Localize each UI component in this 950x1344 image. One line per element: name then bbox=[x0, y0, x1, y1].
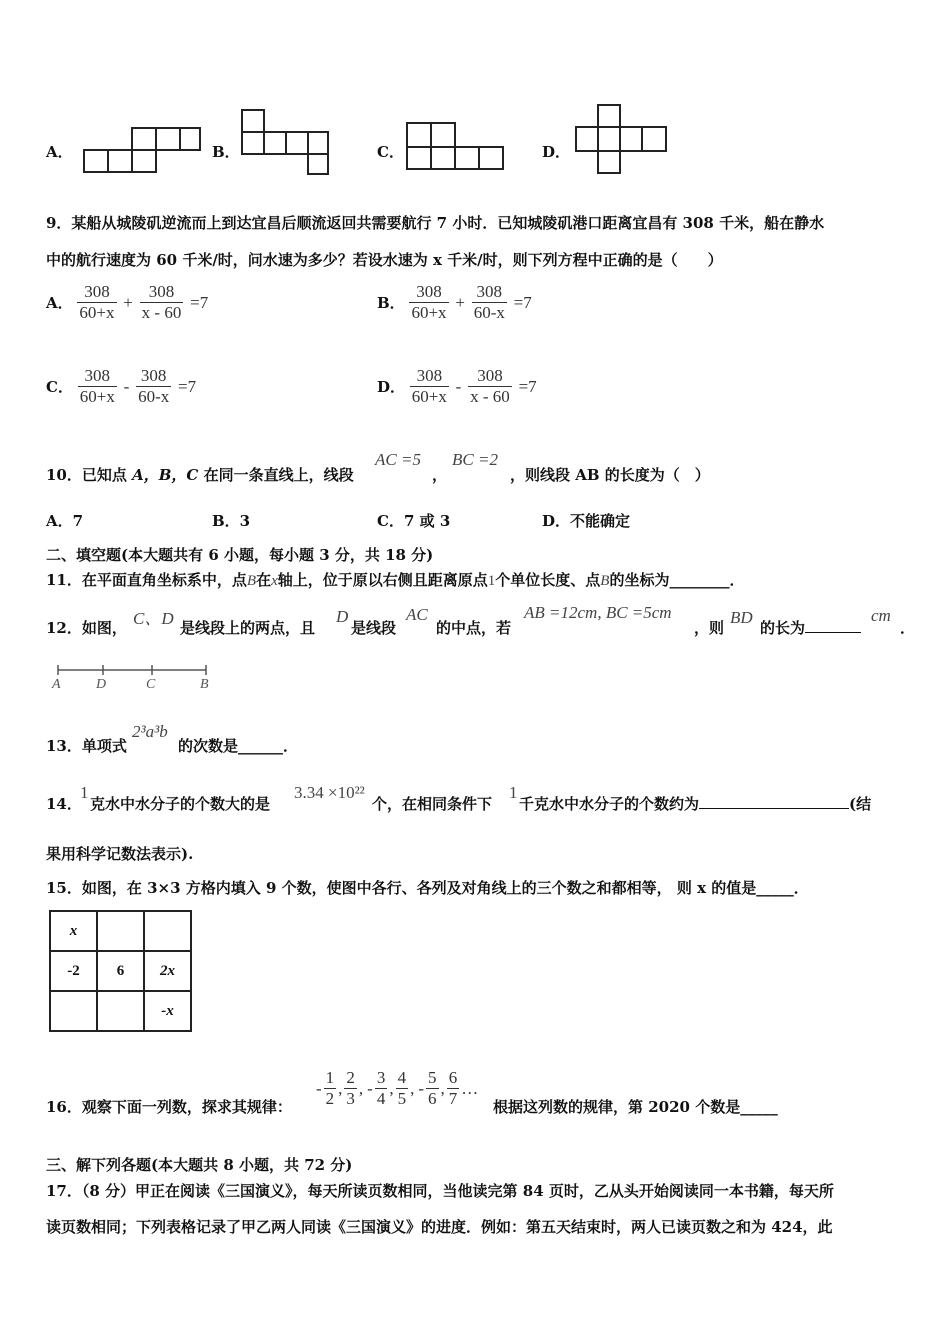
q9-d-frac1 bbox=[410, 366, 449, 407]
q8-net-d-figure bbox=[572, 102, 672, 178]
q16-den: 5 bbox=[397, 1089, 407, 1108]
q12-ac: AC bbox=[406, 605, 428, 624]
q16-p2: 根据这列数的规律，第 2020 个数是_____ bbox=[493, 1098, 778, 1116]
q16-den: 3 bbox=[346, 1089, 355, 1108]
q12-unit: cm bbox=[871, 606, 891, 625]
q8-net-a-figure bbox=[82, 124, 202, 174]
q8-net-b-figure bbox=[240, 106, 332, 176]
q12-segment-figure bbox=[50, 662, 215, 692]
q9-b-frac2 bbox=[472, 282, 507, 323]
q12-p5: ，则 bbox=[694, 619, 725, 637]
q12-p6-text: 的长为 bbox=[760, 619, 806, 637]
q8-net-c-figure bbox=[405, 120, 505, 172]
q15-cell[interactable]: -2 bbox=[50, 951, 97, 991]
q9-stem-line2: 中的航行速度为 60 千米/时，问水速为多少？若设水速为 x 千米/时，则下列方程中正确的是（ ） bbox=[46, 251, 723, 269]
q12-bd: BD bbox=[730, 608, 753, 627]
section-3-heading: 三、解下列各题(本大题共 8 小题，共 72 分) bbox=[46, 1156, 353, 1174]
q16-fraction bbox=[426, 1068, 439, 1109]
q12-p2: 是线段上的两点，且 bbox=[180, 619, 316, 637]
q9-c-den2: 60-x bbox=[138, 387, 170, 406]
q16-sign: - bbox=[367, 1078, 373, 1098]
q16-sign: - bbox=[316, 1078, 322, 1098]
q9-a-num1: 308 bbox=[84, 282, 110, 301]
q9-b-op: + bbox=[455, 292, 465, 312]
q11-point-b2: B bbox=[600, 573, 610, 589]
q9-b-frac1 bbox=[409, 282, 448, 323]
q9-d-num2: 308 bbox=[477, 366, 503, 385]
q14-answer-blank[interactable] bbox=[699, 794, 849, 809]
q12-cd: C、D bbox=[133, 609, 174, 628]
q16-num: 1 bbox=[325, 1068, 335, 1087]
q11-one: 1 bbox=[487, 573, 496, 589]
q12-fig-label-a: A bbox=[52, 677, 61, 692]
q16-num: 3 bbox=[376, 1068, 386, 1087]
q8-option-c-label[interactable]: C． bbox=[377, 143, 404, 161]
q9-option-c[interactable] bbox=[46, 366, 198, 407]
q9-b-den2: 60-x bbox=[473, 303, 505, 322]
q15-cell[interactable]: -x bbox=[144, 991, 191, 1031]
q11-stem bbox=[46, 569, 744, 590]
q9-stem-line1: 9．某船从城陵矶逆流而上到达宜昌后顺流返回共需要航行 7 小时．已知城陵矶港口距离宜昌有 308 千米，船在静水 bbox=[46, 214, 825, 232]
q9-b-den1: 60+x bbox=[411, 303, 447, 322]
q9-d-op: - bbox=[455, 376, 462, 396]
q14-p3: 个，在相同条件下 bbox=[372, 795, 493, 813]
q12-p6 bbox=[760, 617, 861, 638]
q12-condition: AB =12cm, BC =5cm bbox=[524, 603, 672, 622]
q11-point-b1: B bbox=[246, 573, 257, 589]
q11-p1: 11．在平面直角坐标系中，点 bbox=[46, 571, 247, 589]
q16-num: 2 bbox=[346, 1068, 355, 1087]
q9-c-num2: 308 bbox=[140, 366, 167, 385]
q11-p3: 轴上，位于原以右侧且距离原点 bbox=[277, 571, 488, 589]
q10-option-d[interactable]: D．不能确定 bbox=[542, 512, 631, 530]
q11-axis-x: x bbox=[271, 573, 278, 589]
q9-a-den2: x - 60 bbox=[141, 303, 182, 322]
q15-cell[interactable]: x bbox=[50, 911, 97, 951]
q9-option-a-label: A． bbox=[46, 294, 73, 312]
q15-stem: 15．如图，在 3×3 方格内填入 9 个数，使图中各行、各列及对角线上的三个数之和都相等， 则 x 的值是_____． bbox=[46, 879, 809, 897]
q16-den: 6 bbox=[428, 1089, 437, 1108]
q14-one-2: 1 bbox=[509, 783, 518, 802]
q16-fraction bbox=[344, 1068, 357, 1109]
q9-b-rhs: =7 bbox=[513, 292, 532, 312]
q11-p5: 的坐标为________． bbox=[609, 571, 745, 589]
q9-a-frac1 bbox=[77, 282, 116, 323]
q9-d-den1: 60+x bbox=[411, 387, 447, 406]
q10-prefix: 10．已知点 bbox=[46, 466, 133, 484]
q8-option-a-label[interactable]: A． bbox=[46, 143, 73, 161]
q16-sign: - bbox=[418, 1078, 425, 1098]
q16-sequence: - $\frac{1}{2}$ , $\frac{2}{3}$ , - $\frac{3}{4}$ , $\frac{4}{5}$ , - $\frac{5}{6}$ , $\frac{6}{7}$ … bbox=[316, 1068, 479, 1108]
section-2-heading: 二、填空题(本大题共有 6 小题，每小题 3 分，共 18 分) bbox=[46, 546, 434, 564]
q14-p5-text: (结 bbox=[849, 795, 872, 813]
q9-a-num2: 308 bbox=[148, 282, 175, 301]
q10-stem bbox=[46, 464, 354, 485]
q9-c-frac1 bbox=[78, 366, 117, 407]
q9-c-num1: 308 bbox=[84, 366, 111, 385]
q17-line1: 17．（8 分）甲正在阅读《三国演义》，每天所读页数相同，当他读完第 84 页时，乙从头开始阅读同一本书籍，每天所 bbox=[46, 1182, 834, 1200]
q15-cell[interactable]: 2x bbox=[144, 951, 191, 991]
q11-p4: 个单位长度、点 bbox=[495, 571, 601, 589]
q14-p1: 14． bbox=[46, 795, 82, 813]
q9-a-op: + bbox=[123, 292, 133, 312]
q8-option-b-label[interactable]: B． bbox=[212, 143, 240, 161]
q15-cell[interactable] bbox=[97, 911, 144, 951]
q13-p2: 的次数是______． bbox=[178, 737, 299, 755]
q17-line2: 读页数相同；下列表格记录了甲乙两人同读《三国演义》的进度．例如：第五天结束时，两人已读页数之和为 424，此 bbox=[46, 1218, 833, 1236]
q9-a-den1: 60+x bbox=[79, 303, 115, 322]
q9-c-frac2 bbox=[136, 366, 171, 407]
q9-option-d-label: D． bbox=[377, 378, 406, 396]
q16-den: 4 bbox=[376, 1089, 386, 1108]
q9-b-num1: 308 bbox=[416, 282, 442, 301]
q8-option-d-label[interactable]: D． bbox=[542, 143, 571, 161]
q15-cell[interactable] bbox=[144, 911, 191, 951]
q16-ellipsis: … bbox=[461, 1078, 479, 1098]
q15-magic-square bbox=[49, 910, 192, 1032]
q12-end: ． bbox=[900, 619, 916, 637]
q10-mid: 在同一条直线上，线段 bbox=[198, 466, 354, 484]
q12-fig-label-c: C bbox=[146, 677, 156, 692]
q10-comma: ， bbox=[432, 466, 448, 484]
q16-p1: 16．观察下面一列数，探求其规律： bbox=[46, 1098, 292, 1116]
q16-fraction bbox=[324, 1068, 337, 1109]
q9-d-den2: x - 60 bbox=[470, 387, 510, 406]
q9-c-rhs: =7 bbox=[178, 376, 197, 396]
q10-option-c[interactable]: C．7 或 3 bbox=[377, 512, 451, 530]
q10-bc-value: BC =2 bbox=[452, 450, 498, 469]
q14-p2: 克水中水分子的个数大的是 bbox=[90, 795, 271, 813]
q9-d-num1: 308 bbox=[416, 366, 443, 385]
q10-option-b[interactable]: B．3 bbox=[212, 512, 251, 530]
q11-p2: 在 bbox=[256, 571, 272, 589]
q14-p4 bbox=[519, 793, 871, 814]
q10-option-a[interactable]: A．7 bbox=[46, 512, 84, 530]
q9-a-frac2 bbox=[140, 282, 184, 323]
q12-p3: 是线段 bbox=[351, 619, 397, 637]
q9-option-b[interactable] bbox=[377, 282, 534, 323]
q9-a-rhs: =7 bbox=[190, 292, 209, 312]
q9-option-c-label: C． bbox=[46, 378, 73, 396]
q9-option-a[interactable] bbox=[46, 282, 210, 323]
q13-monomial: 2³a³b bbox=[132, 722, 168, 741]
q9-option-b-label: B． bbox=[377, 294, 405, 312]
q9-c-op: - bbox=[123, 376, 130, 396]
q15-cell[interactable] bbox=[50, 991, 97, 1031]
q15-cell[interactable]: 6 bbox=[97, 951, 144, 991]
q16-fraction bbox=[396, 1068, 409, 1109]
q13-p1: 13．单项式 bbox=[46, 737, 127, 755]
q12-d: D bbox=[336, 607, 349, 626]
q14-scientific: 3.34 ×10²² bbox=[294, 783, 365, 802]
q14-p4-text: 千克水中水分子的个数约为 bbox=[519, 795, 700, 813]
q9-option-d[interactable] bbox=[377, 366, 539, 407]
q12-fig-label-d: D bbox=[96, 677, 107, 692]
q16-den: 2 bbox=[325, 1089, 335, 1108]
q14-line2: 果用科学记数法表示). bbox=[46, 845, 194, 863]
q10-suffix: ，则线段 AB 的长度为（ ） bbox=[510, 466, 710, 484]
q16-fraction bbox=[375, 1068, 388, 1109]
q12-p1: 12．如图， bbox=[46, 619, 127, 637]
q15-cell[interactable] bbox=[97, 991, 144, 1031]
q10-ac-value: AC =5 bbox=[375, 450, 421, 469]
q16-num: 5 bbox=[428, 1068, 437, 1087]
q16-den: 7 bbox=[448, 1089, 458, 1108]
q16-num: 6 bbox=[448, 1068, 458, 1087]
q14-one-1: 1 bbox=[80, 783, 89, 802]
q12-p4: 的中点，若 bbox=[436, 619, 512, 637]
q9-d-frac2 bbox=[468, 366, 512, 407]
q16-fraction bbox=[447, 1068, 460, 1109]
q9-b-num2: 308 bbox=[476, 282, 503, 301]
q12-answer-blank[interactable] bbox=[805, 618, 861, 633]
q9-d-rhs: =7 bbox=[518, 376, 537, 396]
q9-c-den1: 60+x bbox=[79, 387, 115, 406]
q12-fig-label-b: B bbox=[200, 677, 209, 692]
q10-points: A，B，C bbox=[132, 466, 199, 484]
q16-num: 4 bbox=[397, 1068, 407, 1087]
